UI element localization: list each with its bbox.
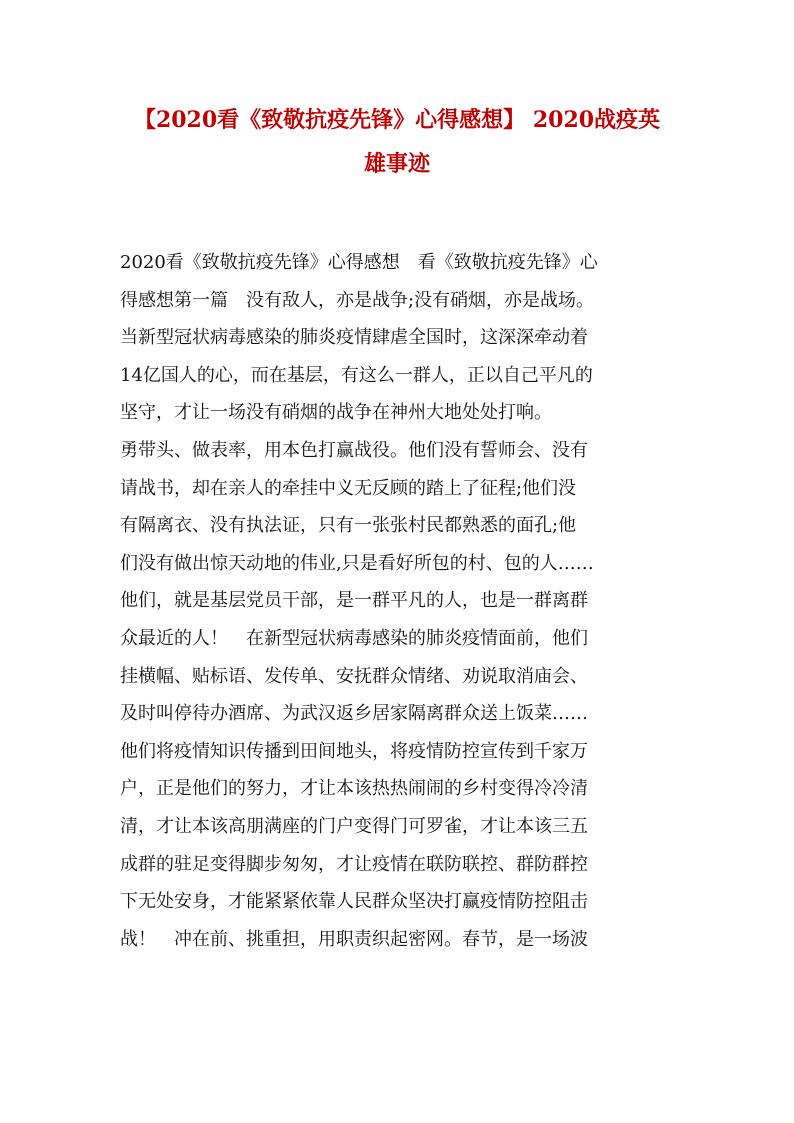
title-line-2: 雄事迹 [363, 151, 430, 177]
body-line: 下无处安身，才能紧紧依靠人民群众坚决打赢疫情防控阻击 [120, 891, 588, 913]
body-line: 众最近的人！ 在新型冠状病毒感染的肺炎疫情面前，他们 [120, 627, 588, 649]
body-line: 请战书，却在亲人的牵挂中义无反顾的踏上了征程;他们没 [120, 477, 577, 499]
body-line: 挂横幅、贴标语、发传单、安抚群众情绪、劝说取消庙会、 [120, 665, 588, 687]
title-line-1: 【2020看《致敬抗疫先锋》心得感想】 2020战疫英 [133, 107, 661, 133]
body-line: 及时叫停待办酒席、为武汉返乡居家隔离群众送上饭菜…… [120, 703, 588, 725]
body-line: 他们将疫情知识传播到田间地头，将疫情防控宣传到千家万 [120, 740, 588, 762]
body-line: 成群的驻足变得脚步匆匆，才让疫情在联防联控、群防群控 [120, 853, 588, 875]
body-line: 14亿国人的心，而在基层，有这么一群人，正以自己平凡的 [120, 364, 593, 386]
body-line: 户，正是他们的努力，才让本该热热闹闹的乡村变得冷冷清 [120, 778, 588, 800]
body-line: 有隔离衣、没有执法证，只有一张张村民都熟悉的面孔;他 [120, 515, 577, 537]
body-line: 勇带头、做表率，用本色打赢战役。他们没有誓师会、没有 [120, 439, 588, 461]
body-line: 2020看《致敬抗疫先锋》心得感想 看《致敬抗疫先锋》心 [120, 252, 598, 273]
body-line: 他们，就是基层党员干部，是一群平凡的人，也是一群离群 [120, 590, 588, 612]
body-line: 当新型冠状病毒感染的肺炎疫情肆虐全国时，这深深牵动着 [120, 327, 588, 349]
body-line: 坚守，才让一场没有硝烟的战争在神州大地处处打响。 [120, 402, 552, 424]
body-line: 们没有做出惊天动地的伟业,只是看好所包的村、包的人…… [120, 552, 594, 574]
document-title [100, 98, 694, 186]
document-body [120, 244, 680, 958]
body-line: 清，才让本该高朋满座的门户变得门可罗雀，才让本该三五 [120, 815, 588, 837]
body-line: 战！ 冲在前、挑重担，用职责织起密网。春节，是一场波 [120, 928, 588, 950]
body-line: 得感想第一篇 没有敌人，亦是战争;没有硝烟，亦是战场。 [120, 289, 595, 311]
